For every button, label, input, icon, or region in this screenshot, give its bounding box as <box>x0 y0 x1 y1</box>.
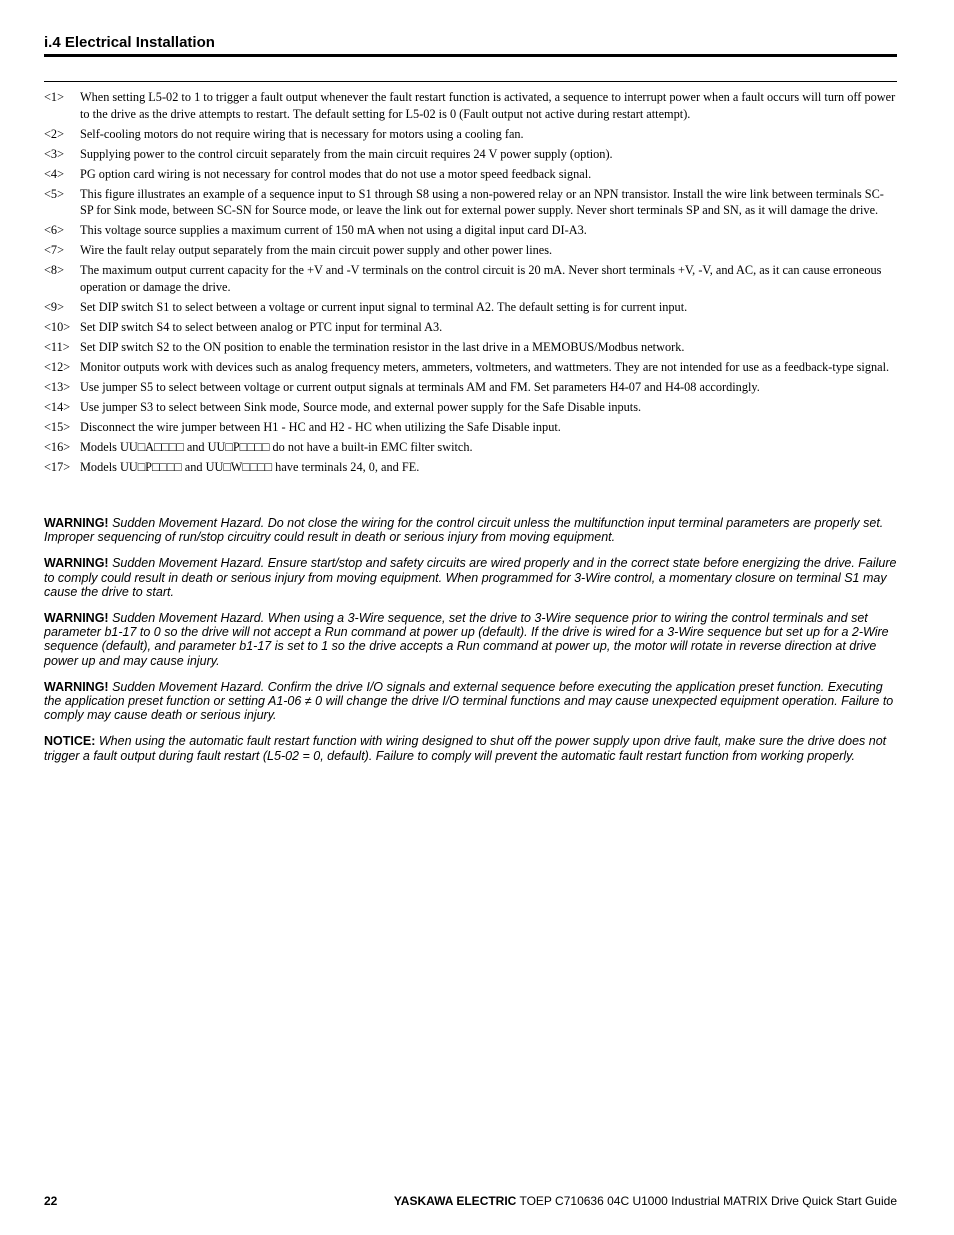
footnote-number: <14> <box>44 399 71 414</box>
footnote-number: <11> <box>44 339 70 354</box>
header-rule <box>44 54 897 57</box>
footnote-text: Set DIP switch S2 to the ON position to enable the termination resistor in the last drive in a MEMOBUS/Modbus network. <box>80 339 685 354</box>
footnote-item <box>44 222 897 239</box>
warning-list <box>44 516 897 775</box>
footnote-text: Wire the fault relay output separately from the main circuit power supply and other power lines. <box>80 243 553 257</box>
footnote-number: <9> <box>44 299 65 314</box>
footnote-item <box>44 166 897 183</box>
section-title: i.4 Electrical Installation <box>44 34 215 51</box>
footnote-item <box>44 419 897 436</box>
footnote-text: Set DIP switch S1 to select between a voltage or current input signal to terminal A2. The default setting is for current input. <box>80 299 688 314</box>
footer-title: TOEP C710636 04C U1000 Industrial MATRIX Drive Quick Start Guide <box>519 1194 897 1208</box>
warning-label: WARNING! <box>44 516 109 530</box>
footnote-number: <17> <box>44 459 71 474</box>
footnote-item <box>44 299 897 316</box>
warning-text: Sudden Movement Hazard. Do not close the wiring for the control circuit unless the multifunction input terminal parameters are properly set. Improper sequencing of run/stop circuitry could result in death or serious injury from moving equipment. <box>44 516 884 545</box>
footnote-number: <6> <box>44 223 65 237</box>
footnote-number: <13> <box>44 379 71 394</box>
footnote-item <box>44 146 897 163</box>
footnote-text: Supplying power to the control circuit separately from the main circuit requires 24 V power supply (option). <box>80 146 613 161</box>
footnote-item <box>44 319 897 336</box>
footnote-text: Set DIP switch S4 to select between analog or PTC input for terminal A3. <box>80 319 443 334</box>
footnote-text: This voltage source supplies a maximum current of 150 mA when not using a digital input card DI-A3. <box>80 223 587 237</box>
footnote-number: <1> <box>44 90 65 104</box>
footnote-text: Models UU□P□□□□ and UU□W□□□□ have terminals 24, 0, and FE. <box>80 459 420 474</box>
warning-block <box>44 556 897 599</box>
footnote-number: <5> <box>44 186 65 201</box>
footnote-number: <10> <box>44 319 71 334</box>
footnote-number: <8> <box>44 263 65 277</box>
footnote-text: The maximum output current capacity for the +V and -V terminals on the control circuit is 20 mA. Never short terminals +V, -V, and AC, as it can cause erroneous operation or damage the drive. <box>80 263 882 294</box>
warning-label: WARNING! <box>44 556 109 571</box>
footnote-item <box>44 379 897 396</box>
footer-doc-title <box>394 1194 897 1208</box>
footnote-number: <7> <box>44 243 65 257</box>
notice-label: NOTICE: <box>44 734 96 749</box>
footnote-text: Self-cooling motors do not require wiring that is necessary for motors using a cooling fan. <box>80 126 524 141</box>
footnote-text: This figure illustrates an example of a sequence input to S1 through S8 using a non-powered relay or an NPN transistor. Install the wire link between terminals SC-SP for Sink mode, between SC-SN for Source mode, or leave the link out for external power supply. Never short terminals SP and SN, as it will damage the drive. <box>80 186 884 217</box>
footnote-text: PG option card wiring is not necessary for control modes that do not use a motor speed feedback signal. <box>80 166 592 181</box>
warning-label: WARNING! <box>44 611 109 626</box>
footnote-item <box>44 186 897 219</box>
warning-block <box>44 611 897 668</box>
footnote-item <box>44 459 897 476</box>
footnote-number: <16> <box>44 439 71 454</box>
footnote-item <box>44 126 897 143</box>
footnote-number: <4> <box>44 166 65 181</box>
footnote-text: Use jumper S5 to select between voltage or current output signals at terminals AM and FM. Set parameters H4-07 and H4-08 accordingly. <box>80 379 760 394</box>
footnote-item <box>44 242 897 259</box>
footnote-item <box>44 359 897 376</box>
footnote-text: Models UU□A□□□□ and UU□P□□□□ do not have a built-in EMC filter switch. <box>80 439 473 454</box>
footnote-list <box>44 89 897 479</box>
footnote-item <box>44 89 897 122</box>
notes-top-rule <box>44 81 897 82</box>
warning-text: Sudden Movement Hazard. Ensure start/stop and safety circuits are wired properly and in the correct state before energizing the drive. Failure to comply could result in death or serious injury from moving equipment. When programmed for 3-Wire control, a momentary closure on terminal S1 may cause the drive to start. <box>44 556 897 599</box>
footnote-item <box>44 262 897 295</box>
footnote-item <box>44 399 897 416</box>
warning-block <box>44 680 897 723</box>
footnote-text: When setting L5-02 to 1 to trigger a fault output whenever the fault restart function is activated, a sequence to interrupt power when a fault occurs will turn off power to the drive as the drive attempts to restart. The default setting for L5-02 is 0 (Fault output not active during restart attempt). <box>80 90 896 121</box>
notice-block <box>44 734 897 762</box>
footnote-text: Use jumper S3 to select between Sink mode, Source mode, and external power supply for the Safe Disable inputs. <box>80 399 642 414</box>
footer-brand: YASKAWA ELECTRIC <box>393 1194 517 1208</box>
page-number: 22 <box>44 1194 58 1208</box>
footnote-text: Monitor outputs work with devices such as analog frequency meters, ammeters, voltmeters, and wattmeters. They are not intended for use as a feedback-type signal. <box>80 359 890 374</box>
footnote-item <box>44 439 897 456</box>
warning-text: Sudden Movement Hazard. When using a 3-Wire sequence, set the drive to 3-Wire sequence prior to wiring the control terminals and set parameter b1-17 to 0 so the drive will not accept a Run command at power up (default). If the drive is wired for a 3-Wire sequence but set up for a 2-Wire sequence (default), and parameter b1-17 is set to 1 so the drive accepts a Run command at power up, the motor will rotate in reverse direction at drive power up and may cause injury. <box>44 611 889 668</box>
footnote-number: <2> <box>44 126 65 141</box>
footnote-number: <15> <box>44 419 71 434</box>
warning-block <box>44 516 897 544</box>
warning-label: WARNING! <box>44 679 109 694</box>
footnote-text: Disconnect the wire jumper between H1 - HC and H2 - HC when utilizing the Safe Disable input. <box>80 419 561 434</box>
notice-text: When using the automatic fault restart function with wiring designed to shut off the power supply upon drive fault, make sure the drive does not trigger a fault output during fault restart (L5-02 = 0, default). Failure to comply will prevent the automatic fault restart function from working properly. <box>44 734 887 763</box>
footnote-item <box>44 339 897 356</box>
footnote-number: <3> <box>44 146 65 161</box>
warning-text: Sudden Movement Hazard. Confirm the drive I/O signals and external sequence before executing the application preset function. Executing the application preset function or setting A1-06 ≠ 0 will change the drive I/O terminal functions and may cause unexpected equipment operation. Failure to comply may cause death or serious injury. <box>44 679 894 723</box>
footnote-number: <12> <box>44 359 71 374</box>
